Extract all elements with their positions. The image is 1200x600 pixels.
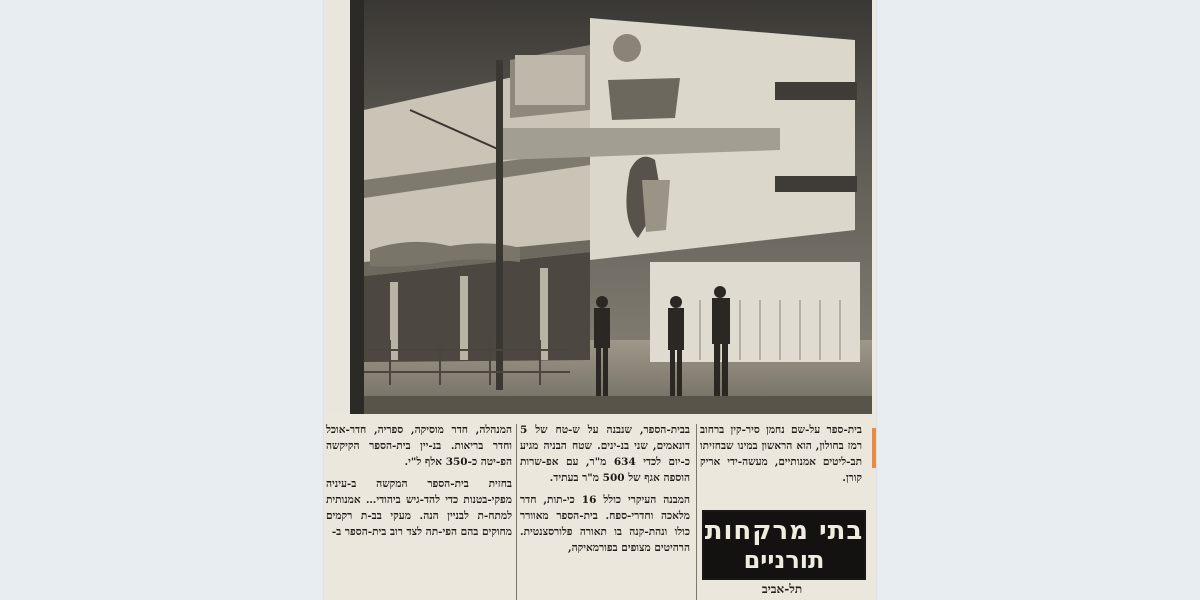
school-building-photo <box>350 0 872 414</box>
article-body <box>324 414 876 600</box>
advert-city: תל-אביב <box>761 582 803 596</box>
article-column-left <box>326 422 512 546</box>
article-column-middle <box>520 422 690 562</box>
newspaper-clipping <box>324 0 876 600</box>
article-paragraph: המנהלה, חדר מוסיקה, ספריה, חדר-אוכל וחדר בריאות. בנ-יין בית-הספר הקיקשה הפ-יטה כ-350 אלף ל"י. <box>326 424 512 468</box>
article-paragraph: בית-ספר על-שם נחמן סיר-קין ברחוב רמז בחולון, הוא הראשון במינו שבחזיתו תב-ליטים אמנותיים, מעשה-ידי אריק קורן. <box>700 424 862 484</box>
article-paragraph: בבית-הספר, שנבנה על ש-טח של 5 דונאמים, שני בנ-ינים. שטח הבניה מגיע כ-יום לכדי 634 מ"ר, עם אפ-שרות הוספה אגף של 500 מ"ר בעתיד. <box>520 424 690 484</box>
advert-subtitle: תורניים <box>743 546 825 574</box>
advert-title: בתי מרקחות <box>704 516 864 546</box>
column-divider <box>696 424 697 600</box>
article-paragraph: בחזית בית-הספר המקשה ב-עיניה מפקי-בטנות כדי להד-גיש ביהודי… אמנותית למתח-ת לבניין הנה. מעקי בב-ת רקמים מחוקים בהם הפי-תה לצד רוב בית-הספר ב- <box>326 478 512 538</box>
article-column-right <box>700 422 862 492</box>
article-paragraph: המבנה העיקרי כולל 16 כי-תות, חדר מלאכה וחדרי-ספח. בית-הספר מאוורר כולו ונהת-קנה בו תאורה פלורסצנטית. הרהיטים מצופים בפורמאיקה, <box>520 494 690 554</box>
edge-mark <box>872 428 876 468</box>
column-divider <box>516 424 517 600</box>
pharmacy-advert <box>702 510 866 580</box>
